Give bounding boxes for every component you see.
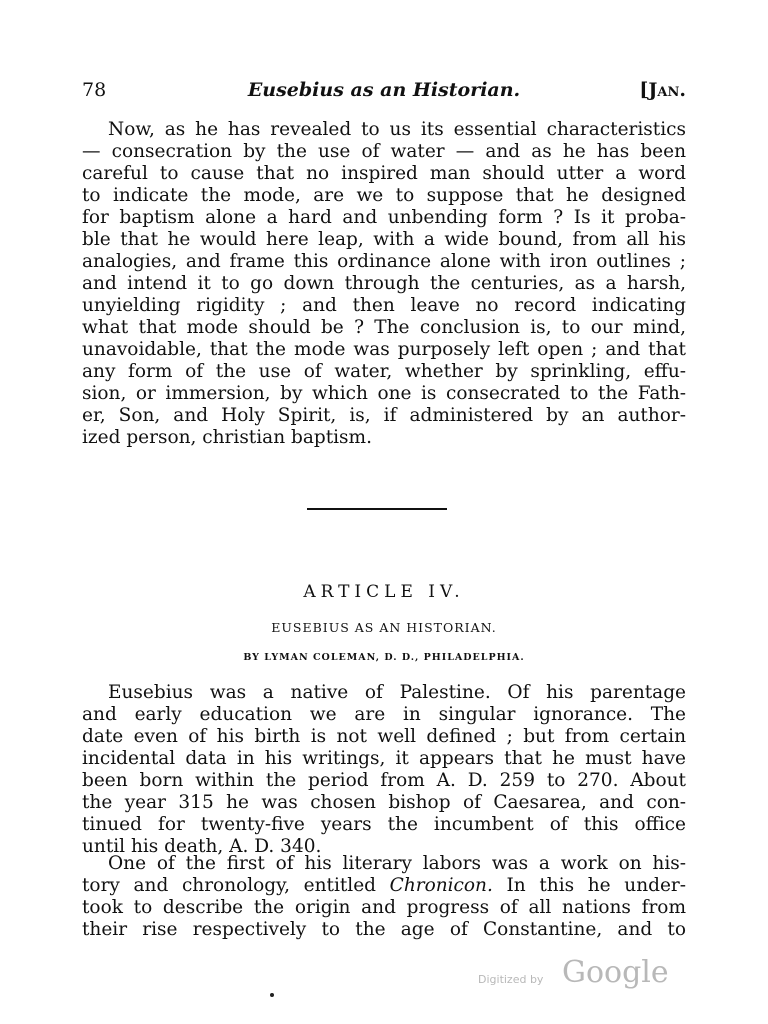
- text-line: — consecration by the use of water — and as he has been: [82, 141, 686, 162]
- google-watermark: [478, 955, 688, 995]
- text-segment: In this he under-: [492, 875, 686, 896]
- text-line: what that mode should be ? The conclusion is, to our mind,: [82, 317, 686, 338]
- body-paragraph: [82, 853, 686, 941]
- text-line: any form of the use of water, whether by sprinkling, effu-: [82, 361, 686, 382]
- text-line: ble that he would here leap, with a wide bound, from all his: [82, 229, 686, 250]
- text-line: ized person, christian baptism.: [82, 427, 372, 448]
- text-line: analogies, and frame this ordinance alone with iron outlines ;: [82, 251, 686, 272]
- text-line: to indicate the mode, are we to suppose that he designed: [82, 185, 686, 206]
- text-line: sion, or immersion, by which one is consecrated to the Fath-: [82, 383, 686, 404]
- section-divider: [307, 508, 447, 510]
- text-line: took to describe the origin and progress of all nations from: [82, 897, 686, 918]
- text-line: Now, as he has revealed to us its essential characteristics: [108, 119, 686, 140]
- text-line: and early education we are in singular ignorance. The: [82, 704, 686, 725]
- book-title-italic: Chronicon.: [389, 875, 493, 896]
- text-line: incidental data in his writings, it appears that he must have: [82, 748, 686, 769]
- text-line: Eusebius was a native of Palestine. Of his parentage: [108, 682, 686, 703]
- article-number: ARTICLE IV.: [303, 582, 465, 602]
- text-line: for baptism alone a hard and unbending form ? Is it proba-: [82, 207, 686, 228]
- running-month: [Jan.: [639, 79, 686, 101]
- text-line: unavoidable, that the mode was purposely left open ; and that: [82, 339, 686, 360]
- text-line: until his death, A. D. 340.: [82, 836, 322, 857]
- article-byline: BY LYMAN COLEMAN, D. D., PHILADELPHIA.: [243, 652, 525, 663]
- running-title: Eusebius as an Historian.: [247, 79, 521, 101]
- text-line: unyielding rigidity ; and then leave no record indicating: [82, 295, 686, 316]
- text-line: the year 315 he was chosen bishop of Caesarea, and con-: [82, 792, 686, 813]
- text-line: been born within the period from A. D. 259 to 270. About: [82, 770, 686, 791]
- article-title: EUSEBIUS AS AN HISTORIAN.: [271, 620, 497, 635]
- text-line: their rise respectively to the age of Constantine, and to: [82, 919, 686, 940]
- text-line: [82, 875, 686, 897]
- text-line: tinued for twenty-five years the incumbent of this office: [82, 814, 686, 835]
- watermark-logo-text: Google: [562, 955, 669, 990]
- text-segment: tory and chronology, entitled: [82, 875, 390, 896]
- watermark-small-text: Digitized by: [478, 973, 544, 986]
- intro-paragraph: [82, 119, 686, 449]
- ink-speck: [270, 993, 274, 997]
- text-line: date even of his birth is not well defined ; but from certain: [82, 726, 686, 747]
- text-line: One of the first of his literary labors was a work on his-: [108, 853, 686, 874]
- page-number: 78: [82, 79, 107, 101]
- body-paragraph: [82, 682, 686, 858]
- running-head: [82, 78, 686, 102]
- text-line: and intend it to go down through the centuries, as a harsh,: [82, 273, 686, 294]
- text-line: er, Son, and Holy Spirit, is, if administered by an author-: [82, 405, 686, 426]
- text-line: careful to cause that no inspired man should utter a word: [82, 163, 686, 184]
